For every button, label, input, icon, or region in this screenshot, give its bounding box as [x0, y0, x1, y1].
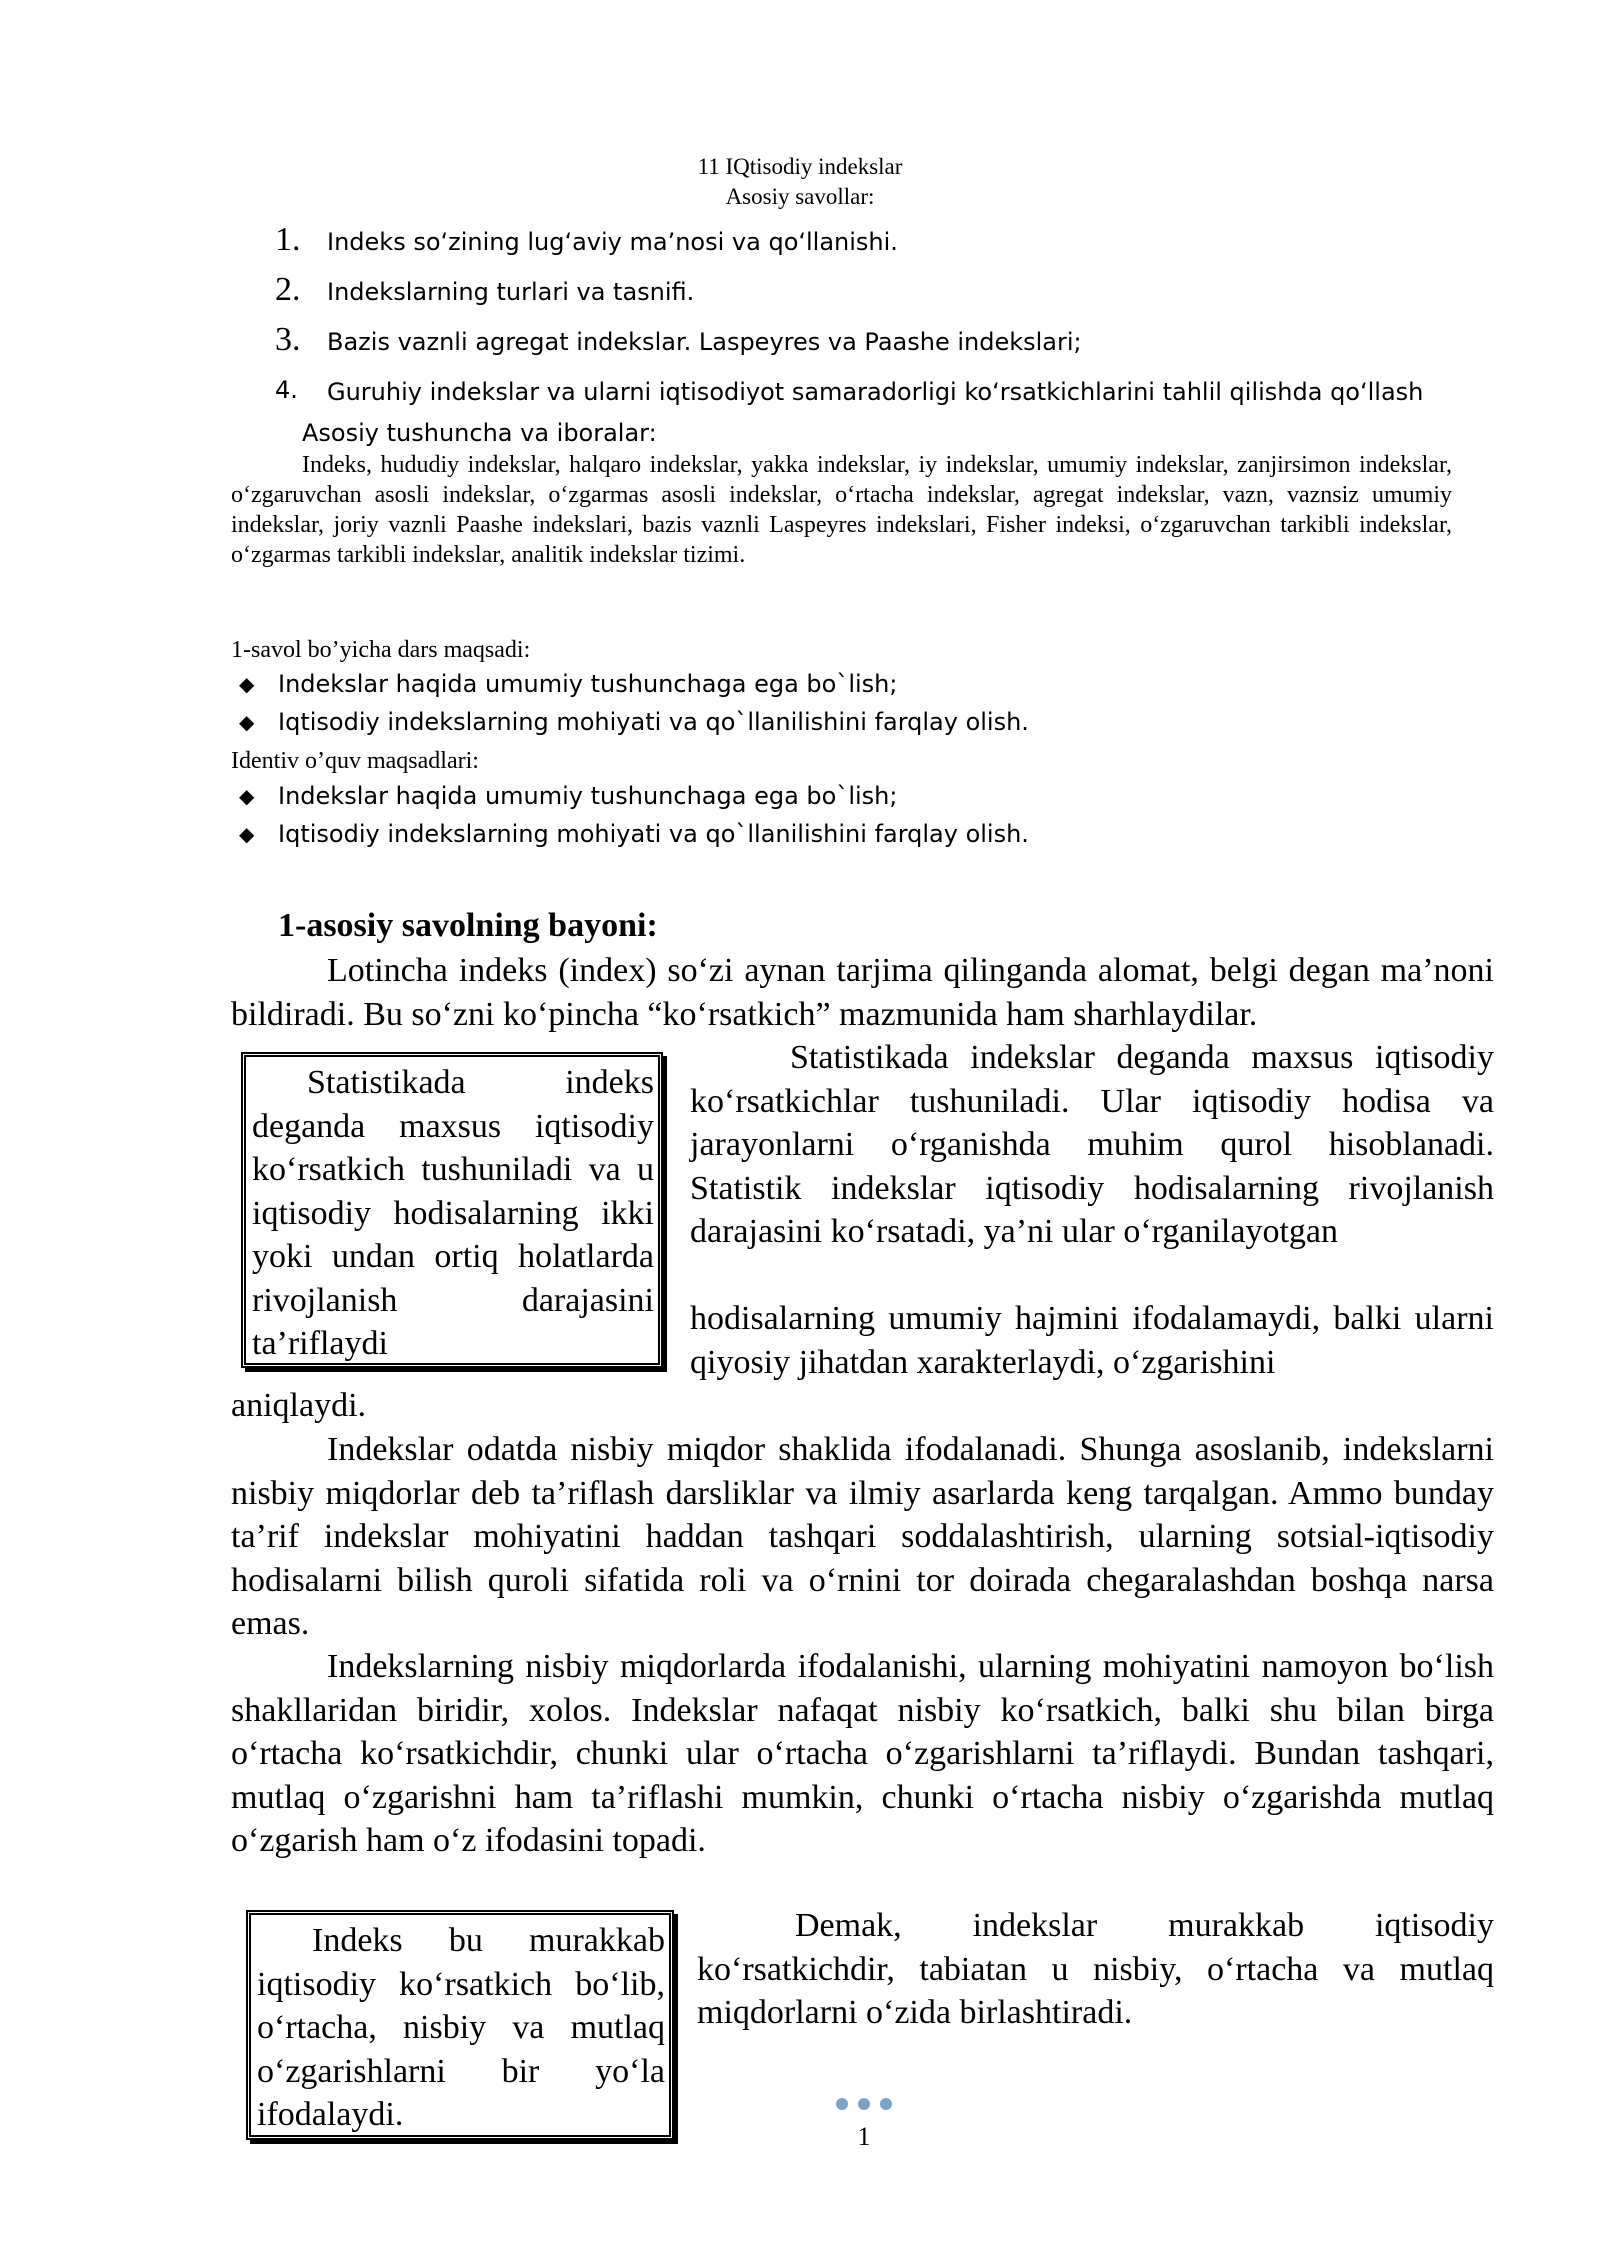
question-number: 1.	[275, 221, 301, 258]
questions-list	[275, 218, 1475, 418]
learning-goal-text: Indekslar haqida umumiy tushunchaga ega bo`lish;	[278, 782, 898, 810]
section-heading: 1-asosiy savolning bayoni:	[278, 907, 658, 944]
goal-item	[231, 705, 1431, 743]
questions-heading: Asosiy savollar:	[725, 184, 875, 209]
footer-dots-icon	[836, 2098, 892, 2110]
diamond-icon: ◆	[239, 672, 255, 696]
question-text: Guruhiy indekslar va ularni iqtisodiyot samaradorligi ko‘rsatkichlarini tahlil qilishda qo‘llash	[327, 378, 1424, 406]
definition-box: Statistikada indeks deganda maxsus iqtisodiy ko‘rsatkich tushuniladi va u iqtisodiy hodisalarning ikki yoki undan ortiq holatlarda rivojlanish darajasini ta’riflaydi	[241, 1052, 663, 1368]
diamond-icon: ◆	[239, 822, 255, 846]
learning-goal-item	[231, 817, 1431, 855]
concepts-heading: Asosiy tushuncha va iboralar:	[302, 419, 657, 447]
goal-text: Indekslar haqida umumiy tushunchaga ega bo`lish;	[278, 670, 898, 698]
learning-goals-list	[231, 779, 1431, 855]
document-title: 11 IQtisodiy indekslar	[697, 154, 903, 179]
page-number: 1	[857, 2122, 871, 2151]
statistics-paragraph-end: aniqlaydi.	[231, 1387, 367, 1424]
relative-values-paragraph: Indekslar odatda nisbiy miqdor shaklida ifodalanadi. Shunga asoslanib, indekslarni nisbiy miqdorlar deb ta’riflash darsliklar va ilmiy asarlarda keng tarqalgan. Ammo bunday ta’rif indekslar mohiyatini haddan tashqari soddalashtirish, ularning sotsial-iqtisodiy hodisalarni bilish quroli sifatida roli va o‘rnini tor doirada chegaralashdan boshqa narsa emas.	[231, 1431, 1494, 1642]
question-number: 3.	[275, 321, 301, 358]
average-values-paragraph: Indekslarning nisbiy miqdorlarda ifodalanishi, ularning mohiyatini namoyon bo‘lish shakllaridan biridir, xolos. Indekslar nafaqat nisbiy ko‘rsatkich, balki shu bilan birga o‘rtacha ko‘rsatkichdir, chunki ular o‘rtacha o‘zgarishlarni ta’riflaydi. Bundan tashqari, mutlaq o‘zgarishni ham ta’riflashi mumkin, chunki o‘rtacha nisbiy o‘zgarishda mutlaq o‘zgarish ham o‘z ifodasini topadi.	[231, 1648, 1494, 1859]
question-text: Bazis vaznli agregat indekslar. Laspeyres va Paashe indekslari;	[327, 328, 1082, 356]
question-item	[275, 218, 1475, 268]
question-item	[275, 268, 1475, 318]
diamond-icon: ◆	[239, 710, 255, 734]
learning-goal-text: Iqtisodiy indekslarning mohiyati va qo`llanilishini farqlay olish.	[278, 820, 1029, 848]
goals-heading: 1-savol bo’yicha dars maqsadi:	[231, 637, 531, 663]
index-definition-box: Indeks bu murakkab iqtisodiy ko‘rsatkich bo‘lib, o‘rtacha, nisbiy va mutlaq o‘zgarishlarni bir yo‘la ifodalaydi.	[246, 1910, 674, 2140]
statistics-paragraph-cont: hodisalarning umumiy hajmini ifodalamaydi, balki ularni qiyosiy jihatdan xarakterlaydi, o‘zgarishini	[690, 1300, 1494, 1381]
goals-list	[231, 667, 1431, 743]
conclusion-paragraph: Demak, indekslar murakkab iqtisodiy ko‘rsatkichdir, tabiatan u nisbiy, o‘rtacha va mutlaq miqdorlarni o‘zida birlashtiradi.	[697, 1907, 1494, 2031]
diamond-icon: ◆	[239, 784, 255, 808]
question-item	[275, 318, 1475, 368]
learning-goal-item	[231, 779, 1431, 817]
learning-goals-heading: Identiv o’quv maqsadlari:	[231, 748, 479, 774]
question-text: Indekslarning turlari va tasnifi.	[327, 278, 695, 306]
question-item	[275, 368, 1475, 418]
question-text: Indeks so‘zining lug‘aviy ma’nosi va qo‘llanishi.	[327, 228, 898, 256]
statistics-paragraph: Statistikada indekslar deganda maxsus iqtisodiy ko‘rsatkichlar tushuniladi. Ular iqtisodiy hodisa va jarayonlarni o‘rganishda muhim qurol hisoblanadi. Statistik indekslar iqtisodiy hodisalarning rivojlanish darajasini ko‘rsatadi, ya’ni ular o‘rganilayotgan	[690, 1039, 1494, 1250]
concepts-text: Indeks, hududiy indekslar, halqaro indekslar, yakka indekslar, iy indekslar, umumiy indekslar, zanjirsimon indekslar, o‘zgaruvchan asosli indekslar, o‘zgarmas asosli indekslar, o‘rtacha indekslar, agregat indekslar, vazn, vaznsiz umumiy indekslar, joriy vaznli Paashe indekslari, bazis vaznli Laspeyres indekslari, Fisher indeksi, o‘zgaruvchan tarkibli indekslar, o‘zgarmas tarkibli indekslar, analitik indekslar tizimi.	[231, 452, 1452, 568]
goal-text: Iqtisodiy indekslarning mohiyati va qo`llanilishini farqlay olish.	[278, 708, 1029, 736]
question-number: 2.	[275, 271, 301, 308]
question-number: 4.	[275, 376, 298, 404]
intro-paragraph: Lotincha indeks (index) so‘zi aynan tarjima qilinganda alomat, belgi degan ma’noni bildiradi. Bu so‘zni ko‘pincha “ko‘rsatkich” mazmunida ham sharhlaydilar.	[231, 952, 1494, 1033]
goal-item	[231, 667, 1431, 705]
